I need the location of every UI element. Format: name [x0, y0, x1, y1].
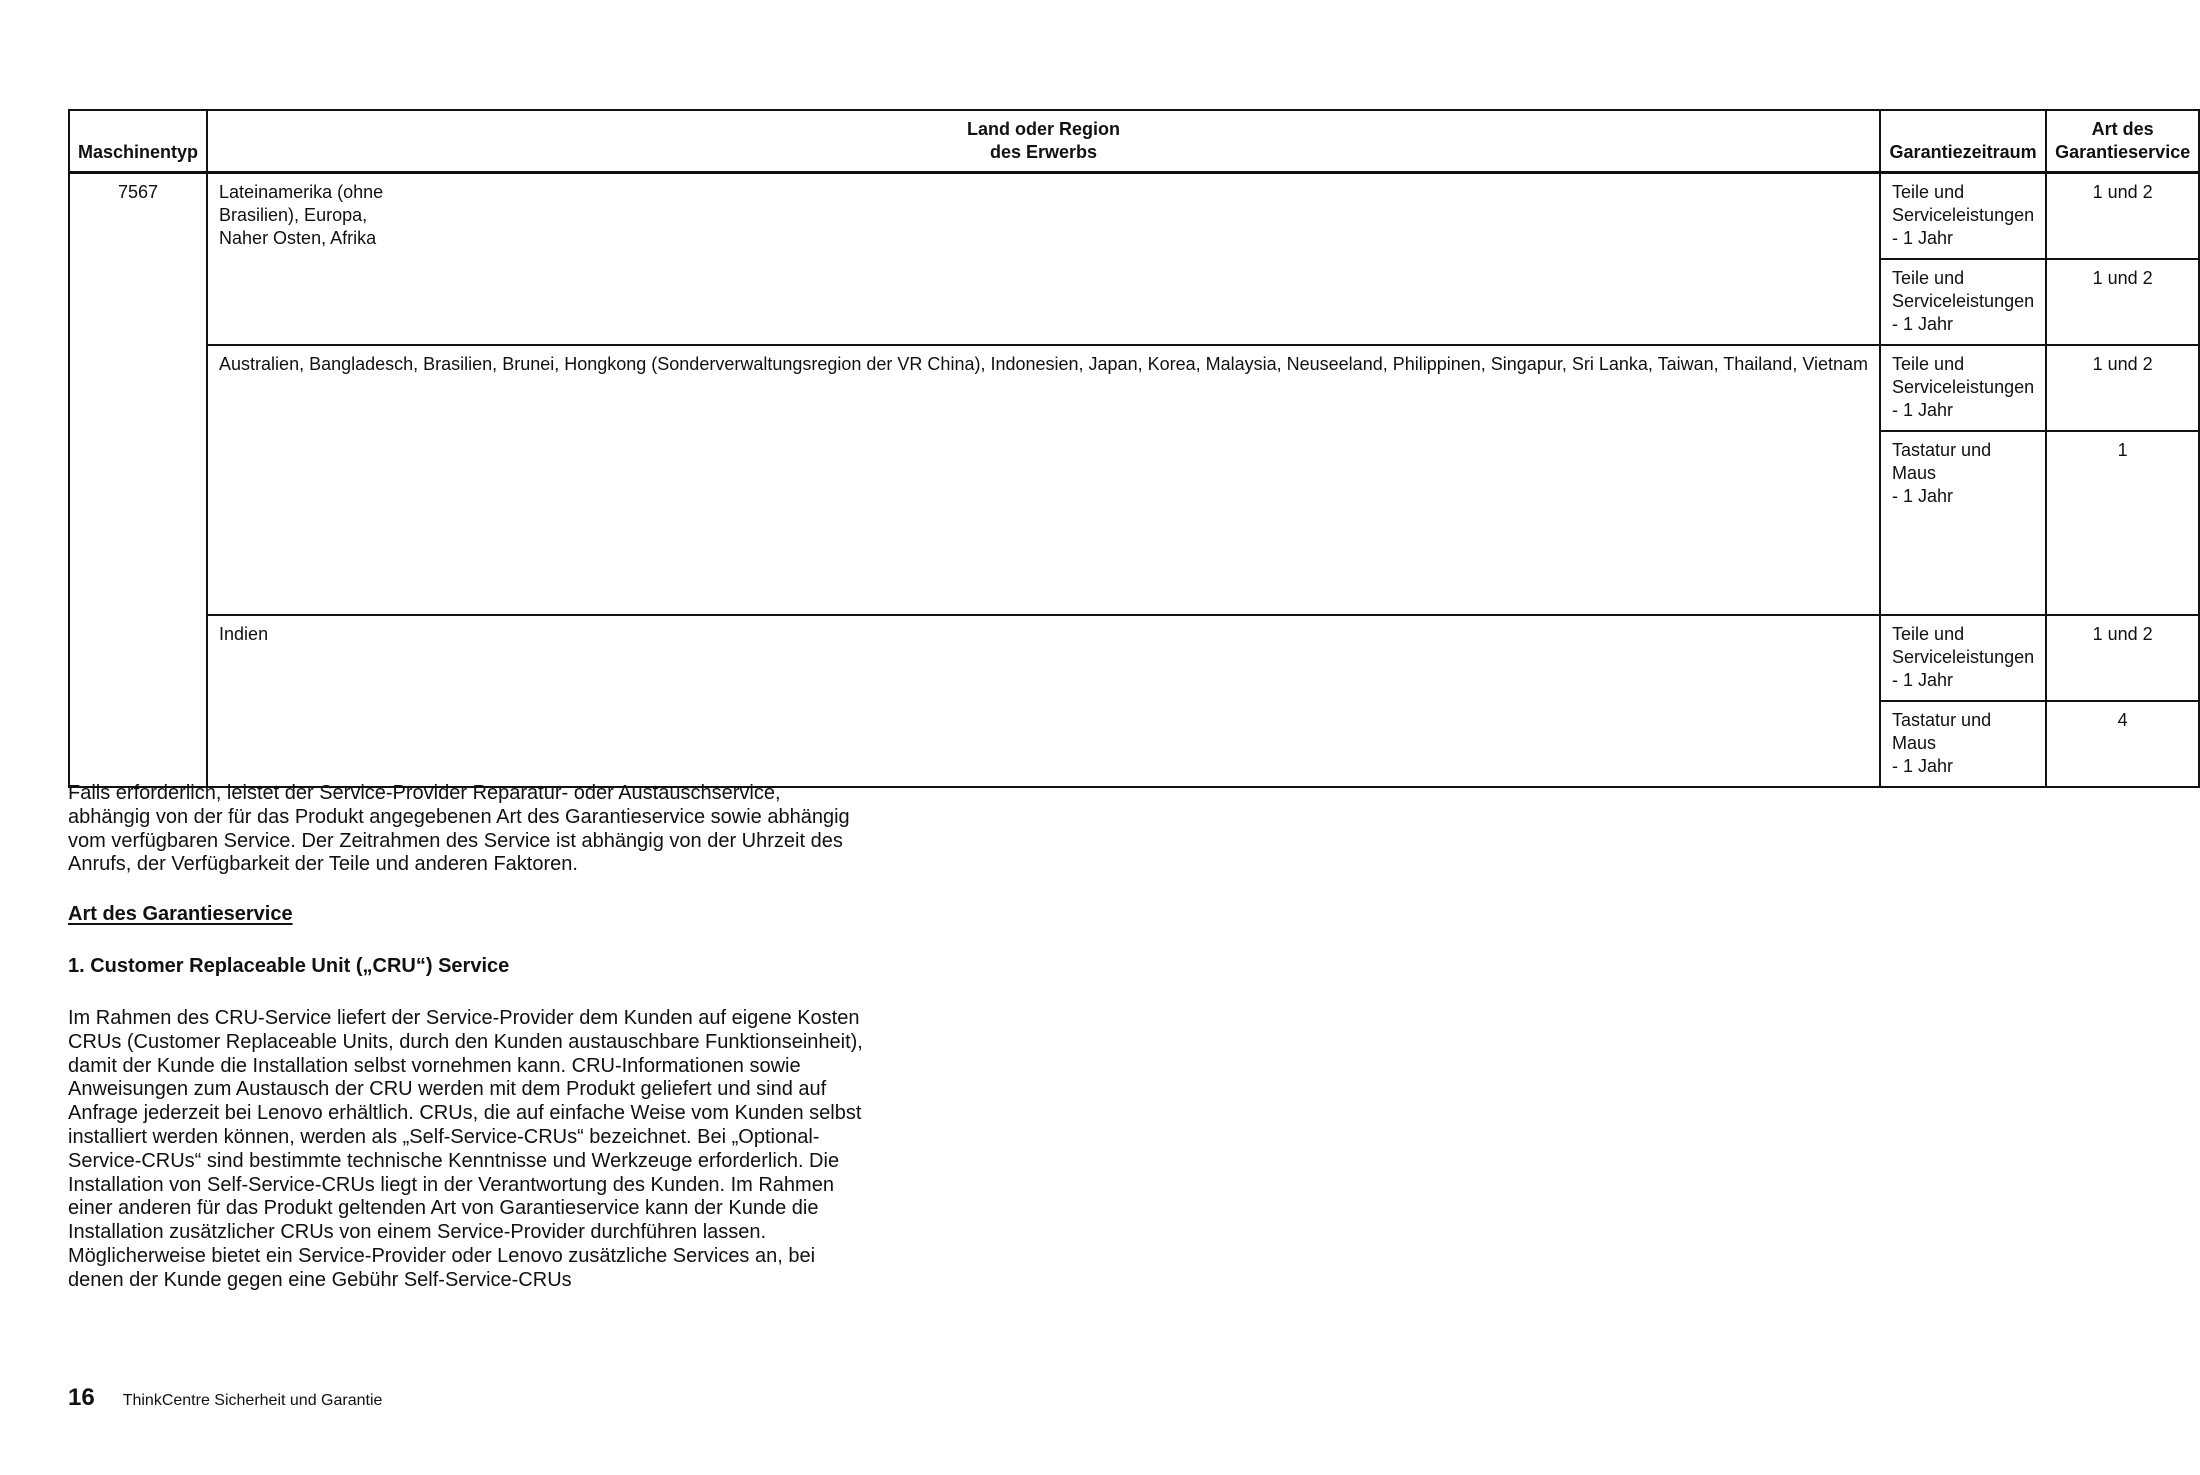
- cell-period: Tastatur und Maus - 1 Jahr: [1880, 701, 2046, 787]
- table-row: [69, 173, 2199, 260]
- cell-service: 1 und 2: [2046, 259, 2199, 345]
- cell-region: Lateinamerika (ohne Brasilien), Europa, Naher Osten, Afrika: [207, 173, 1880, 346]
- cell-service: 4: [2046, 701, 2199, 787]
- cell-period: Teile und Serviceleistungen - 1 Jahr: [1880, 345, 2046, 431]
- cell-service: 1 und 2: [2046, 615, 2199, 701]
- cell-service: 1 und 2: [2046, 173, 2199, 260]
- table-row: [69, 345, 2199, 431]
- page-number: 16: [68, 1384, 95, 1411]
- header-period: Garantiezeitraum: [1880, 110, 2046, 173]
- cell-period: Teile und Serviceleistungen - 1 Jahr: [1880, 173, 2046, 260]
- section-heading: Art des Garantieservice: [68, 903, 293, 925]
- cell-period: Tastatur und Maus - 1 Jahr: [1880, 431, 2046, 615]
- cell-region: Australien, Bangladesch, Brasilien, Brunei, Hongkong (Sonderverwaltungsregion der VR China), Indonesien, Japan, Korea, Malaysia, Neuseeland, Philippinen, Singapur, Sri Lanka, Taiwan, Thailand, Vietnam: [207, 345, 1880, 615]
- subheading-cru-service: 1. Customer Replaceable Unit („CRU“) Service: [68, 955, 510, 977]
- cell-service: 1: [2046, 431, 2199, 615]
- cell-service: 1 und 2: [2046, 345, 2199, 431]
- page-footer: [68, 1384, 382, 1412]
- header-region: Land oder Region des Erwerbs: [207, 110, 1880, 173]
- warranty-table: [68, 109, 2200, 788]
- cell-region: Indien: [207, 615, 1880, 787]
- intro-paragraph: Falls erforderlich, leistet der Service-Provider Reparatur- oder Austauschservice, abhängig von der für das Produkt angegebenen Art des Garantieservice sowie abhängig vom verfügbaren Service. Der Zeitrahmen des Service ist abhängig von der Uhrzeit des Anrufs, der Verfügbarkeit der Teile und anderen Faktoren.: [68, 782, 850, 876]
- cru-paragraph: Im Rahmen des CRU-Service liefert der Service-Provider dem Kunden auf eigene Kosten CRUs (Customer Replaceable Units, durch den Kunden austauschbare Funktionseinheit), damit der Kunde die Installation selbst vornehmen kann. CRU-Informationen sowie Anweisungen zum Austausch der CRU werden mit dem Produkt geliefert und sind auf Anfrage jederzeit bei Lenovo erhältlich. CRUs, die auf einfache Weise vom Kunden selbst installiert werden können, werden als „Self-Service-CRUs“ bezeichnet. Bei „Optional-Service-CRUs“ sind bestimmte technische Kenntnisse und Werkzeuge erforderlich. Die Installation von Self-Service-CRUs liegt in der Verantwortung des Kunden. Im Rahmen einer anderen für das Produkt geltenden Art von Garantieservice kann der Kunde die Installation zusätzlicher CRUs von einem Service-Provider durchführen lassen. Möglicherweise bietet ein Service-Provider oder Lenovo zusätzliche Services an, bei denen der Kunde gegen eine Gebühr Self-Service-CRUs: [68, 1007, 863, 1291]
- cell-period: Teile und Serviceleistungen - 1 Jahr: [1880, 259, 2046, 345]
- cell-machine-type: 7567: [69, 173, 207, 788]
- header-service-type: Art des Garantieservice: [2046, 110, 2199, 173]
- footer-title: ThinkCentre Sicherheit und Garantie: [122, 1392, 383, 1409]
- table-row: [69, 615, 2199, 701]
- header-machine-type: Maschinentyp: [69, 110, 207, 173]
- cell-period: Teile und Serviceleistungen - 1 Jahr: [1880, 615, 2046, 701]
- table-header-row: [69, 110, 2199, 173]
